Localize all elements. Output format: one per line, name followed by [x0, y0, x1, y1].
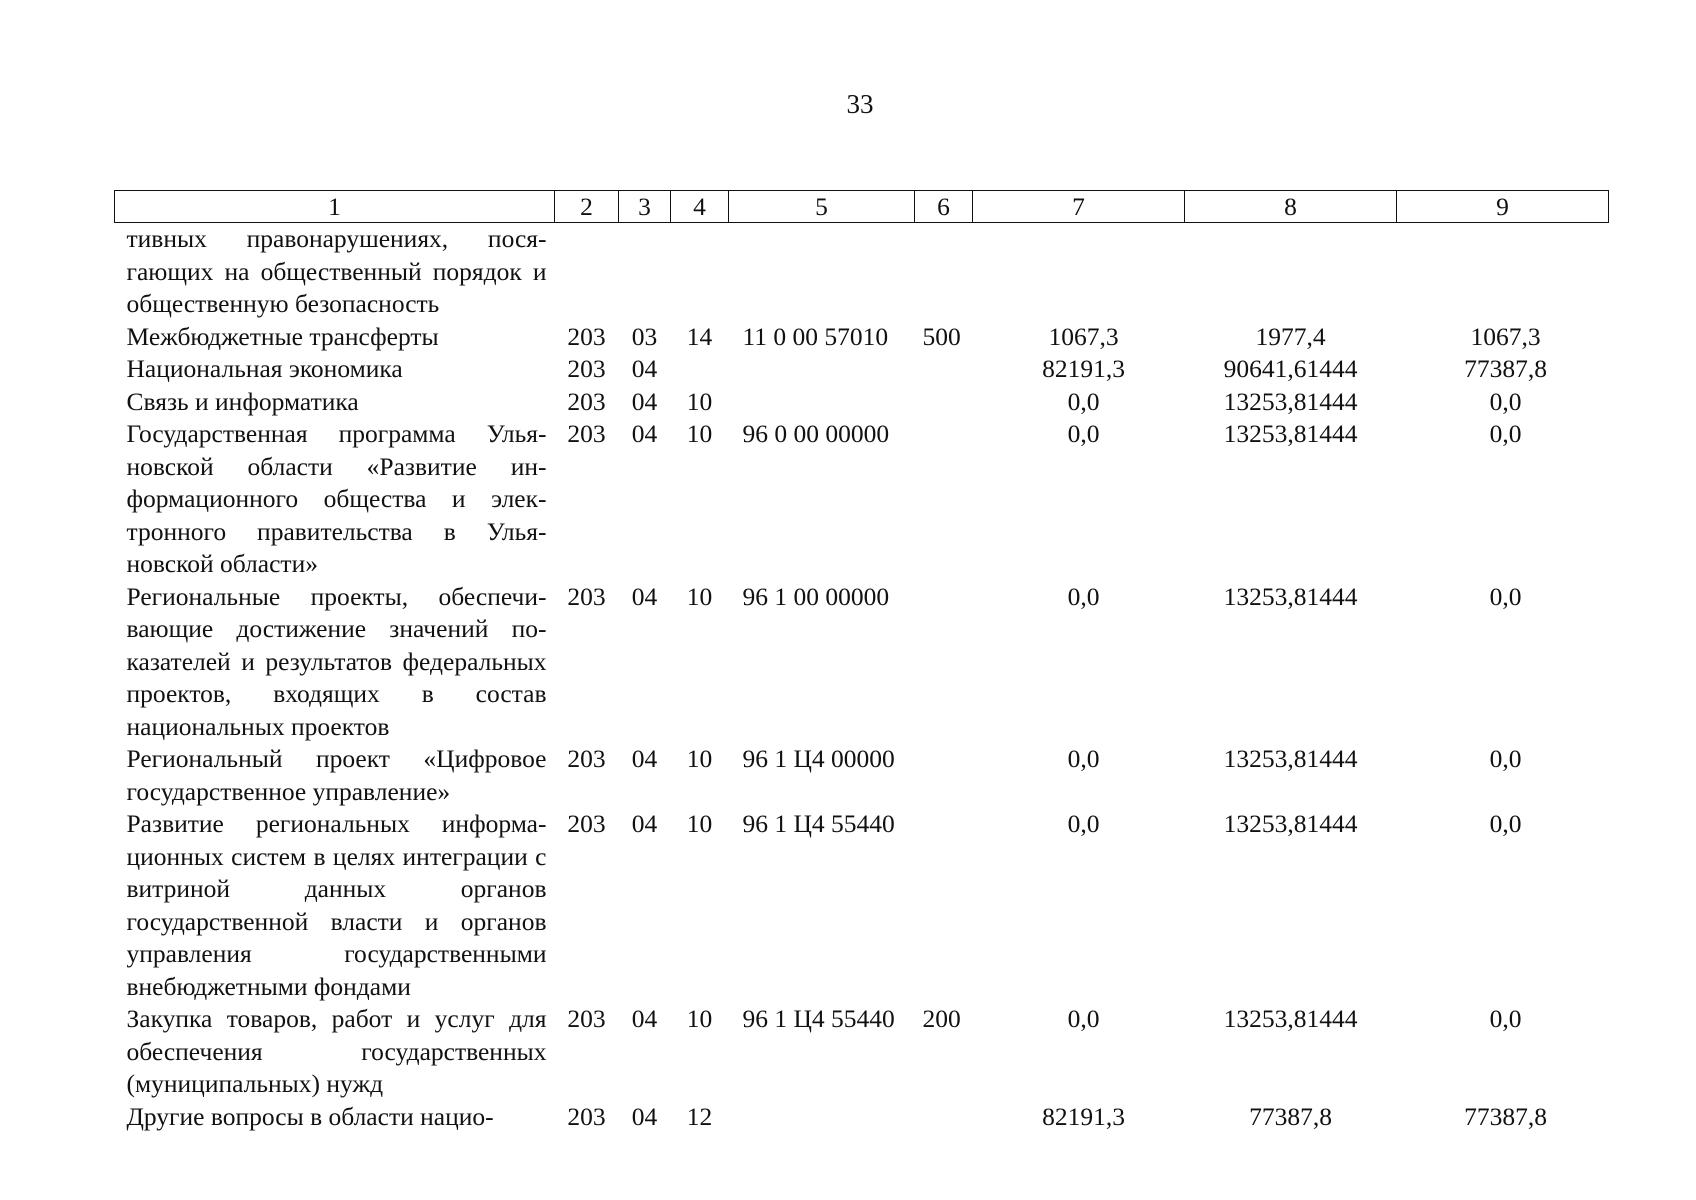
cell-col-7: 0,0	[1067, 809, 1100, 838]
cell-col-3: 04	[631, 744, 658, 773]
cell-col-7: 1067,3	[1048, 321, 1119, 351]
cell-col-7: 0,0	[1067, 581, 1100, 611]
cell-col-8: 13253,81444	[1223, 744, 1358, 773]
cell-col-4: 12	[686, 1101, 713, 1131]
cell-col-4: 10	[686, 581, 713, 611]
column-header-3: 3	[619, 191, 671, 223]
cell-col-3: 04	[631, 809, 658, 838]
cell-col-3: 03	[631, 321, 658, 351]
column-header-6: 6	[915, 191, 973, 223]
cell-col-5: 96 1 Ц4 00000	[742, 744, 895, 773]
cell-col-5	[729, 223, 915, 321]
cell-col-6	[915, 743, 973, 808]
cell-col-7: 0,0	[1067, 744, 1100, 773]
cell-col-5: 11 0 00 57010	[742, 321, 889, 351]
cell-col-8: 13253,81444	[1223, 809, 1358, 838]
table-row	[115, 386, 1609, 419]
cell-col-2: 203	[567, 581, 606, 611]
row-name: Межбюджетные трансферты	[126, 321, 439, 351]
cell-col-8: 13253,81444	[1223, 386, 1358, 416]
cell-col-7: 0,0	[1067, 1004, 1100, 1033]
cell-col-4: 10	[686, 386, 713, 416]
budget-table	[114, 190, 1609, 1133]
column-header-7: 7	[973, 191, 1185, 223]
cell-col-6	[915, 353, 973, 386]
cell-col-5: 96 1 Ц4 55440	[742, 809, 895, 838]
table-row	[115, 321, 1609, 354]
cell-col-2: 203	[567, 809, 606, 838]
cell-col-2: 203	[567, 1101, 606, 1131]
table-row	[115, 353, 1609, 386]
table-row	[115, 223, 1609, 321]
cell-col-9: 0,0	[1489, 581, 1522, 611]
column-header-8: 8	[1185, 191, 1397, 223]
cell-col-8: 13253,81444	[1223, 581, 1358, 611]
row-name: Национальная экономика	[126, 354, 403, 383]
cell-col-9: 0,0	[1489, 419, 1522, 448]
cell-col-6	[915, 386, 973, 419]
page-number: 33	[846, 89, 874, 119]
cell-col-3: 04	[631, 419, 658, 448]
cell-col-4: 10	[686, 744, 713, 773]
cell-col-5: 96 0 00 00000	[742, 419, 890, 448]
table-row	[115, 743, 1609, 808]
cell-col-8: 90641,61444	[1223, 354, 1358, 383]
cell-col-2: 203	[567, 386, 606, 416]
cell-col-5	[729, 353, 915, 386]
cell-col-6	[915, 581, 973, 744]
column-header-1: 1	[115, 191, 555, 223]
cell-col-6: 200	[922, 1004, 961, 1033]
cell-col-4: 10	[686, 419, 713, 448]
cell-col-6	[915, 418, 973, 581]
table-header-row	[115, 191, 1609, 223]
table-row	[115, 808, 1609, 1003]
row-name: Региональный проект «Цифровое государственное управление»	[126, 744, 547, 806]
row-name: тивных правонарушениях, посягающих на общественный порядок и общественную безопасность	[126, 224, 547, 318]
cell-col-9	[1397, 223, 1609, 321]
cell-col-3: 04	[631, 1004, 658, 1033]
cell-col-7: 0,0	[1067, 386, 1100, 416]
cell-col-2: 203	[567, 744, 606, 773]
cell-col-2: 203	[567, 321, 606, 351]
cell-col-9: 1067,3	[1470, 321, 1541, 351]
column-header-9: 9	[1397, 191, 1609, 223]
cell-col-5: 96 1 00 00000	[742, 581, 890, 611]
cell-col-9: 0,0	[1489, 809, 1522, 838]
cell-col-8: 13253,81444	[1223, 419, 1358, 448]
cell-col-8: 13253,81444	[1223, 1004, 1358, 1033]
cell-col-4	[671, 353, 729, 386]
cell-col-3: 04	[631, 354, 658, 383]
cell-col-3: 04	[631, 581, 658, 611]
cell-col-9: 0,0	[1489, 386, 1522, 416]
cell-col-8: 77387,8	[1249, 1101, 1332, 1131]
cell-col-8	[1185, 223, 1397, 321]
cell-col-2: 203	[567, 1004, 606, 1033]
table-row	[115, 1101, 1609, 1134]
cell-col-2: 203	[567, 419, 606, 448]
cell-col-6	[915, 1101, 973, 1134]
cell-col-5	[729, 1101, 915, 1134]
cell-col-5	[729, 386, 915, 419]
row-name: Закупка товаров, работ и услуг для обеспечения государственных (муниципальных) нужд	[126, 1004, 547, 1098]
cell-col-4: 14	[686, 321, 713, 351]
cell-col-2	[555, 223, 619, 321]
cell-col-6	[915, 223, 973, 321]
cell-col-2: 203	[567, 354, 606, 383]
cell-col-9: 0,0	[1489, 744, 1522, 773]
cell-col-3: 04	[631, 1101, 658, 1131]
cell-col-7: 0,0	[1067, 419, 1100, 448]
cell-col-4	[671, 223, 729, 321]
row-name: Другие вопросы в области нацио-	[126, 1101, 494, 1131]
column-header-2: 2	[555, 191, 619, 223]
row-name: Развитие региональных информационных систем в целях интеграции с витриной данных органов государственной власти и органов управления государственными внебюджетными фондами	[126, 809, 547, 1001]
cell-col-3	[619, 223, 671, 321]
cell-col-7: 82191,3	[1042, 1101, 1125, 1131]
row-name: Региональные проекты, обеспечивающие достижение значений показателей и результатов федеральных проектов, входящих в состав национальных проектов	[126, 581, 547, 741]
cell-col-3: 04	[631, 386, 658, 416]
cell-col-7	[973, 223, 1185, 321]
cell-col-9: 77387,8	[1464, 1101, 1547, 1131]
cell-col-9: 77387,8	[1464, 354, 1547, 383]
column-header-5: 5	[729, 191, 915, 223]
cell-col-4: 10	[686, 809, 713, 838]
cell-col-6: 500	[922, 321, 961, 351]
table-row	[115, 418, 1609, 581]
column-header-4: 4	[671, 191, 729, 223]
cell-col-8: 1977,4	[1255, 321, 1326, 351]
cell-col-6	[915, 808, 973, 1003]
table-row	[115, 581, 1609, 744]
table-row	[115, 1003, 1609, 1101]
cell-col-7: 82191,3	[1042, 354, 1125, 383]
row-name: Государственная программа Ульяновской области «Развитие информационного общества и электронного правительства в Ульяновской области»	[126, 419, 547, 578]
cell-col-9: 0,0	[1489, 1004, 1522, 1033]
cell-col-4: 10	[686, 1004, 713, 1033]
cell-col-5: 96 1 Ц4 55440	[742, 1004, 895, 1033]
row-name: Связь и информатика	[126, 386, 359, 416]
